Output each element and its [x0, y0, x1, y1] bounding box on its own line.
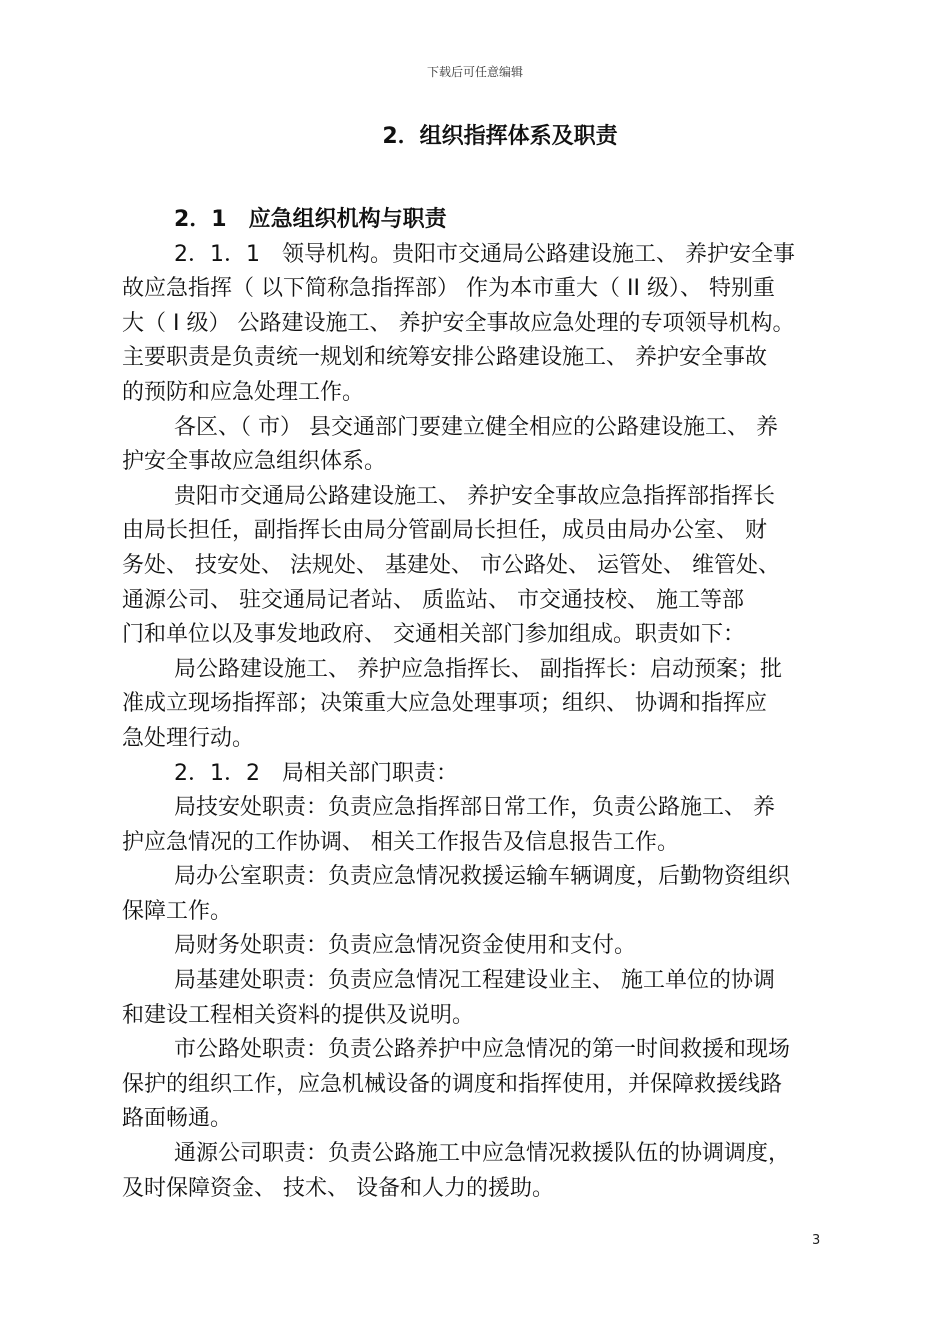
paragraph-line: 大（ I 级） 公路建设施工、 养护安全事故应急处理的专项领导机构。 — [122, 310, 795, 336]
paragraph-line: 门和单位以及事发地政府、 交通相关部门参加组成。职责如下： — [122, 622, 745, 648]
paragraph-line: 及时保障资金、 技术、 设备和人力的援助。 — [122, 1175, 554, 1201]
header-note: 下载后可任意编辑 — [426, 65, 523, 79]
document-body — [122, 203, 836, 1206]
paragraph-line: 故应急指挥（ 以下简称急指挥部） 作为本市重大（ II 级）、 特别重 — [122, 276, 775, 302]
paragraph-line: 由局长担任，副指挥长由局分管副局长担任，成员由局办公室、 财 — [122, 518, 767, 544]
paragraph-line: 路面畅通。 — [122, 1106, 233, 1132]
paragraph-line: 和建设工程相关资料的提供及说明。 — [122, 1002, 475, 1028]
paragraph-line: 局基建处职责：负责应急情况工程建设业主、 施工单位的协调 — [174, 968, 775, 994]
paragraph-line: 2．1．2 局相关部门职责： — [174, 760, 458, 786]
paragraph-line: 2．1．1 领导机构。贵阳市交通局公路建设施工、 养护安全事 — [174, 241, 795, 267]
paragraph-line: 局办公室职责：负责应急情况救援运输车辆调度，后勤物资组织 — [174, 864, 791, 890]
paragraph-line: 准成立现场指挥部；决策重大应急处理事项；组织、 协调和指挥应 — [122, 691, 767, 717]
paragraph-line: 主要职责是负责统一规划和统筹安排公路建设施工、 养护安全事故 — [122, 345, 767, 371]
paragraph-line: 局技安处职责：负责应急指挥部日常工作，负责公路施工、 养 — [174, 795, 775, 821]
section-heading: 2．1 应急组织机构与职责 — [174, 207, 447, 232]
paragraph-line: 务处、 技安处、 法规处、 基建处、 市公路处、 运管处、 维管处、 — [122, 552, 780, 578]
paragraph-line: 局财务处职责：负责应急情况资金使用和支付。 — [174, 933, 637, 959]
paragraph-line: 局公路建设施工、 养护应急指挥长、 副指挥长：启动预案；批 — [174, 656, 782, 682]
paragraph-line: 市公路处职责：负责公路养护中应急情况的第一时间救援和现场 — [174, 1037, 791, 1063]
paragraph-line: 保护的组织工作，应急机械设备的调度和指挥使用，并保障救援线路 — [122, 1071, 783, 1097]
paragraph-line: 保障工作。 — [122, 898, 233, 924]
paragraph-line: 护安全事故应急组织体系。 — [122, 449, 387, 475]
page-number: 3 — [812, 1233, 821, 1248]
paragraph-line: 通源公司、 驻交通局记者站、 质监站、 市交通技校、 施工等部 — [122, 587, 744, 613]
page-title: 2．组织指挥体系及职责 — [382, 124, 618, 149]
paragraph-line: 通源公司职责：负责公路施工中应急情况救援队伍的协调调度， — [174, 1141, 791, 1167]
paragraph-line: 各区、（ 市） 县交通部门要建立健全相应的公路建设施工、 养 — [174, 414, 778, 440]
paragraph-line: 急处理行动。 — [122, 725, 255, 751]
paragraph-line: 贵阳市交通局公路建设施工、 养护安全事故应急指挥部指挥长 — [174, 483, 775, 509]
paragraph-line: 的预防和应急处理工作。 — [122, 379, 365, 405]
paragraph-line: 护应急情况的工作协调、 相关工作报告及信息报告工作。 — [122, 829, 679, 855]
